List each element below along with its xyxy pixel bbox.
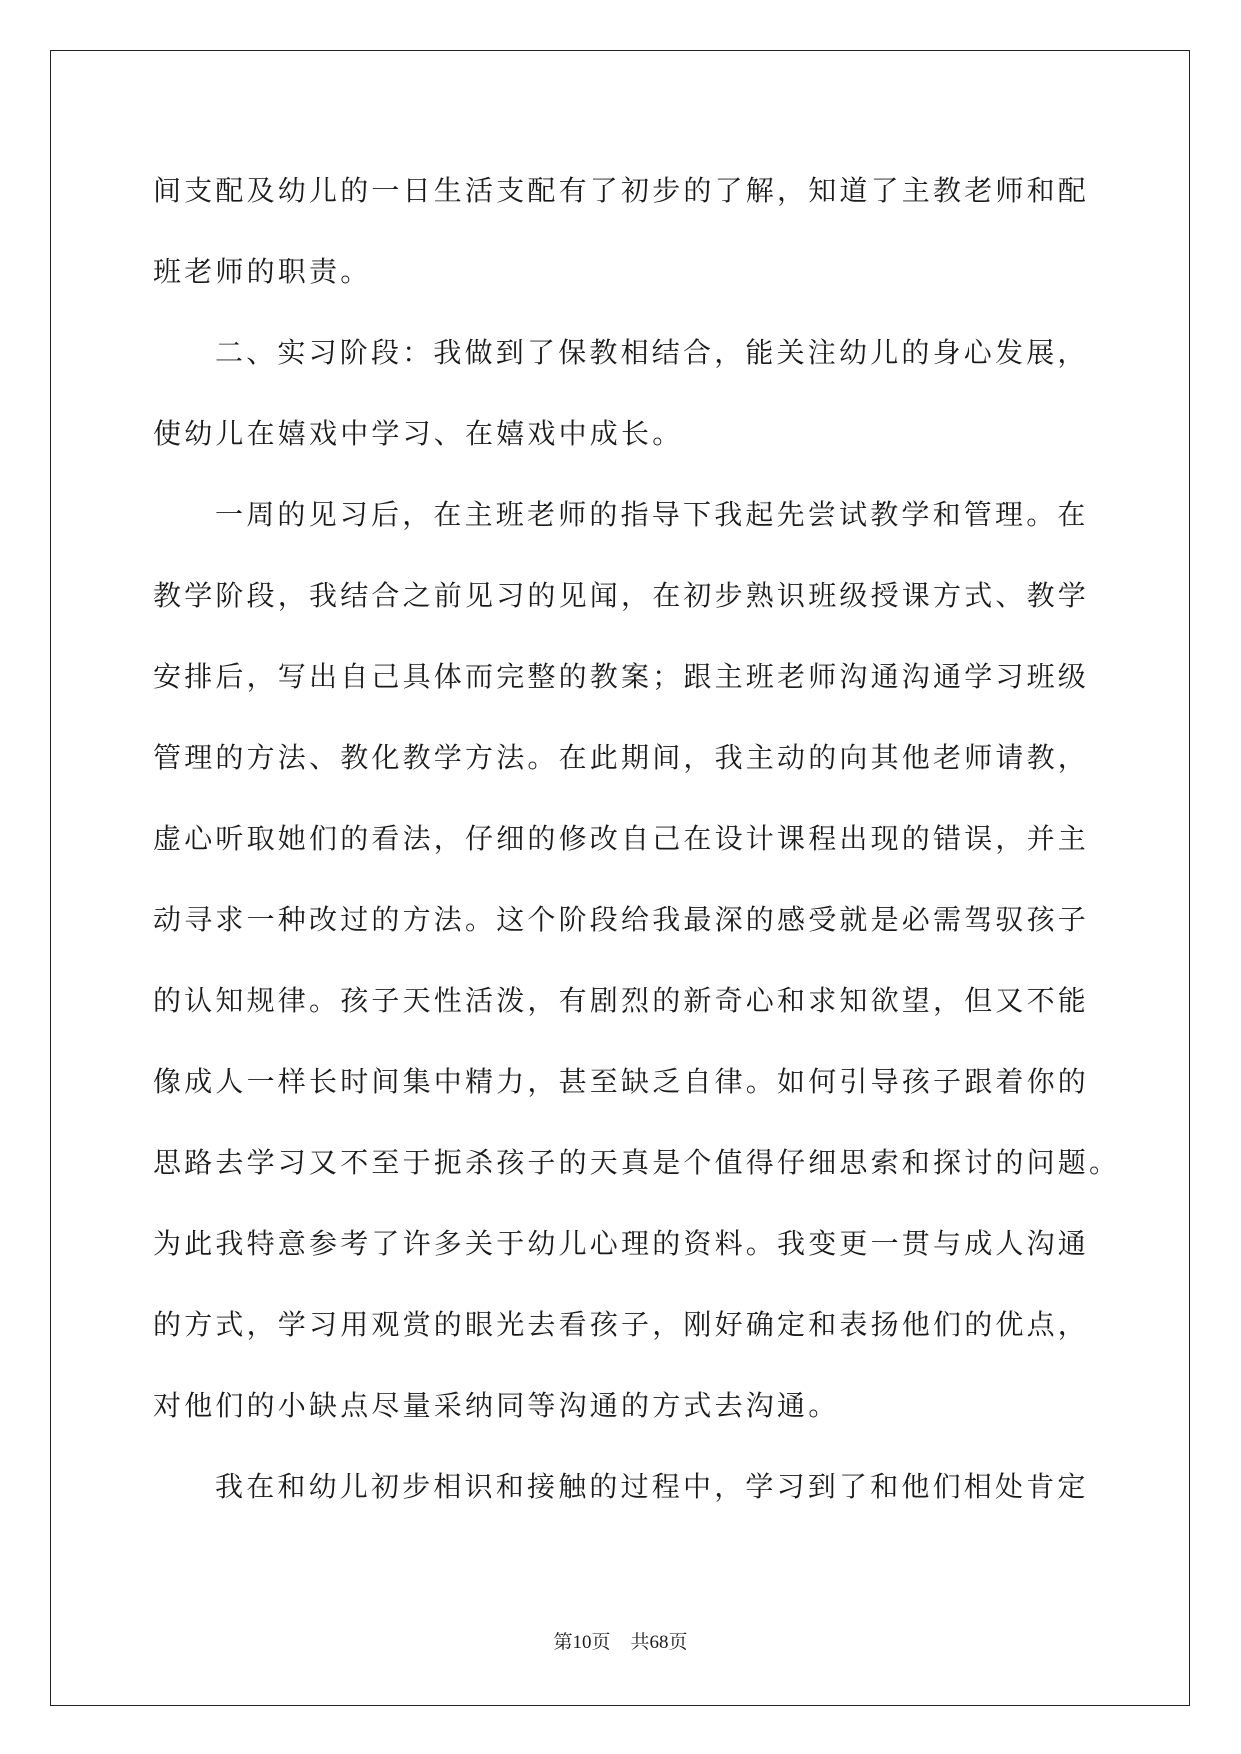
text-line: 的认知规律。孩子天性活泼，有剧烈的新奇心和求知欲望，但又不能	[153, 984, 1090, 1017]
text-line: 使幼儿在嬉戏中学习、在嬉戏中成长。	[153, 417, 684, 450]
text-line: 像成人一样长时间集中精力，甚至缺乏自律。如何引导孩子跟着你的	[153, 1065, 1090, 1098]
text-line: 思路去学习又不至于扼杀孩子的天真是个值得仔细思索和探讨的问题。	[153, 1146, 1121, 1179]
text-line: 教学阶段，我结合之前见习的见闻，在初步熟识班级授课方式、教学	[153, 579, 1090, 612]
text-line: 动寻求一种改过的方法。这个阶段给我最深的感受就是必需驾驭孩子	[153, 903, 1090, 936]
text-line: 安排后，写出自己具体而完整的教案；跟主班老师沟通沟通学习班级	[153, 660, 1090, 693]
text-line: 为此我特意参考了许多关于幼儿心理的资料。我变更一贯与成人沟通	[153, 1227, 1090, 1260]
text-line: 一周的见习后，在主班老师的指导下我起先尝试教学和管理。在	[215, 498, 1089, 531]
text-line: 的方式，学习用观赏的眼光去看孩子，刚好确定和表扬他们的优点，	[153, 1308, 1090, 1341]
paragraph	[153, 1446, 1143, 1527]
text-line: 二、实习阶段：我做到了保教相结合，能关注幼儿的身心发展，	[215, 336, 1089, 369]
page-footer	[0, 1628, 1241, 1658]
text-line: 间支配及幼儿的一日生活支配有了初步的了解，知道了主教老师和配	[153, 174, 1090, 207]
page-number: 第10页	[553, 1632, 611, 1653]
paragraph	[153, 474, 1143, 1446]
paragraph	[153, 312, 1143, 474]
text-line: 我在和幼儿初步相识和接触的过程中，学习到了和他们相处肯定	[215, 1470, 1089, 1503]
text-line: 管理的方法、教化教学方法。在此期间，我主动的向其他老师请教，	[153, 741, 1090, 774]
paragraph	[153, 150, 1143, 312]
text-line: 班老师的职责。	[153, 255, 372, 288]
text-line: 虚心听取她们的看法，仔细的修改自己在设计课程出现的错误，并主	[153, 822, 1090, 855]
text-line: 对他们的小缺点尽量采纳同等沟通的方式去沟通。	[153, 1389, 840, 1422]
page-total: 共68页	[630, 1632, 688, 1653]
document-body	[153, 150, 1143, 1527]
